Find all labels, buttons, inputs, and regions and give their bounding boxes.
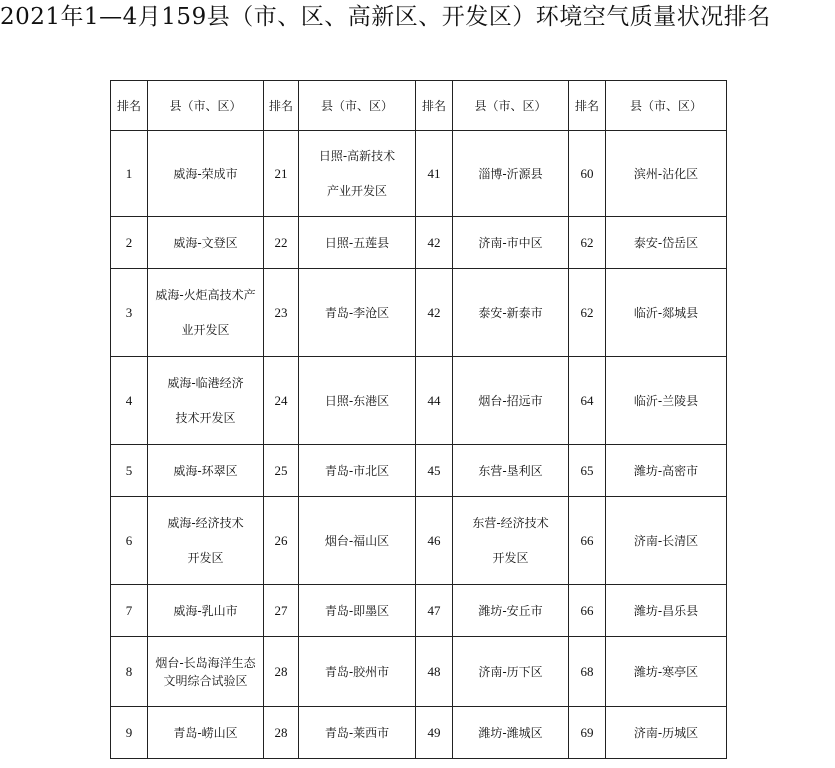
rank-cell: 66 — [569, 497, 606, 585]
header-county: 县（市、区） — [299, 81, 416, 131]
rank-cell: 42 — [416, 217, 453, 269]
county-cell — [299, 131, 416, 217]
county-cell: 烟台-福山区 — [299, 497, 416, 585]
rank-cell: 3 — [111, 269, 148, 357]
table-row — [111, 707, 727, 759]
rank-cell: 28 — [264, 707, 299, 759]
rank-cell: 69 — [569, 707, 606, 759]
table-body — [111, 131, 727, 759]
table-row — [111, 217, 727, 269]
rank-cell: 8 — [111, 637, 148, 707]
table-row — [111, 131, 727, 217]
rank-cell: 28 — [264, 637, 299, 707]
county-cell: 日照-东港区 — [299, 357, 416, 445]
rank-cell: 7 — [111, 585, 148, 637]
county-cell: 威海-文登区 — [148, 217, 264, 269]
header-county: 县（市、区） — [148, 81, 264, 131]
rank-cell: 62 — [569, 217, 606, 269]
county-name: 威海-临港经济 技术开发区 — [167, 375, 244, 425]
rank-cell: 4 — [111, 357, 148, 445]
rank-cell: 48 — [416, 637, 453, 707]
county-cell: 东营-垦利区 — [453, 445, 569, 497]
header-county: 县（市、区） — [606, 81, 727, 131]
rank-cell: 26 — [264, 497, 299, 585]
county-name: 烟台-长岛海洋生态 文明综合试验区 — [155, 655, 256, 688]
header-rank: 排名 — [416, 81, 453, 131]
table-row — [111, 445, 727, 497]
rank-cell: 62 — [569, 269, 606, 357]
rank-cell: 49 — [416, 707, 453, 759]
rank-cell: 46 — [416, 497, 453, 585]
county-cell: 日照-五莲县 — [299, 217, 416, 269]
county-cell: 威海-荣成市 — [148, 131, 264, 217]
page-title: 2021年1—4月159县（市、区、高新区、开发区）环境空气质量状况排名 — [0, 4, 771, 30]
rank-cell: 68 — [569, 637, 606, 707]
rank-cell: 47 — [416, 585, 453, 637]
county-cell: 淄博-沂源县 — [453, 131, 569, 217]
rank-cell: 22 — [264, 217, 299, 269]
county-cell: 青岛-市北区 — [299, 445, 416, 497]
rank-cell: 24 — [264, 357, 299, 445]
county-cell: 济南-历下区 — [453, 637, 569, 707]
county-cell: 青岛-莱西市 — [299, 707, 416, 759]
header-rank: 排名 — [569, 81, 606, 131]
county-name: 威海-火炬高技术产 业开发区 — [155, 287, 256, 337]
rank-cell: 5 — [111, 445, 148, 497]
rank-cell: 66 — [569, 585, 606, 637]
table-row — [111, 585, 727, 637]
table-row — [111, 357, 727, 445]
county-cell — [148, 637, 264, 707]
rank-cell: 2 — [111, 217, 148, 269]
county-cell: 泰安-岱岳区 — [606, 217, 727, 269]
rank-cell: 64 — [569, 357, 606, 445]
county-cell: 威海-环翠区 — [148, 445, 264, 497]
rank-cell: 6 — [111, 497, 148, 585]
county-cell: 济南-市中区 — [453, 217, 569, 269]
ranking-table — [110, 80, 727, 759]
county-cell — [148, 357, 264, 445]
rank-cell: 41 — [416, 131, 453, 217]
rank-cell: 23 — [264, 269, 299, 357]
county-cell: 烟台-招远市 — [453, 357, 569, 445]
county-cell — [148, 269, 264, 357]
county-cell: 潍坊-安丘市 — [453, 585, 569, 637]
county-name: 威海-经济技术 开发区 — [167, 515, 244, 565]
county-cell: 临沂-兰陵县 — [606, 357, 727, 445]
header-county: 县（市、区） — [453, 81, 569, 131]
rank-cell: 9 — [111, 707, 148, 759]
county-cell — [148, 497, 264, 585]
county-cell: 青岛-即墨区 — [299, 585, 416, 637]
county-cell: 威海-乳山市 — [148, 585, 264, 637]
rank-cell: 21 — [264, 131, 299, 217]
county-cell: 潍坊-高密市 — [606, 445, 727, 497]
county-cell: 潍坊-潍城区 — [453, 707, 569, 759]
rank-cell: 1 — [111, 131, 148, 217]
county-cell: 临沂-郯城县 — [606, 269, 727, 357]
county-cell: 潍坊-寒亭区 — [606, 637, 727, 707]
county-cell: 滨州-沾化区 — [606, 131, 727, 217]
rank-cell: 45 — [416, 445, 453, 497]
table-row — [111, 269, 727, 357]
county-name: 东营-经济技术 开发区 — [472, 515, 549, 565]
county-cell: 济南-历城区 — [606, 707, 727, 759]
rank-cell: 42 — [416, 269, 453, 357]
table-row — [111, 637, 727, 707]
rank-cell: 65 — [569, 445, 606, 497]
county-name: 日照-高新技术 产业开发区 — [318, 148, 396, 198]
county-cell: 潍坊-昌乐县 — [606, 585, 727, 637]
rank-cell: 25 — [264, 445, 299, 497]
table-header-row — [111, 81, 727, 131]
rank-cell: 60 — [569, 131, 606, 217]
county-cell: 青岛-胶州市 — [299, 637, 416, 707]
county-cell: 泰安-新泰市 — [453, 269, 569, 357]
rank-cell: 44 — [416, 357, 453, 445]
county-cell: 青岛-李沧区 — [299, 269, 416, 357]
county-cell: 青岛-崂山区 — [148, 707, 264, 759]
county-cell: 济南-长清区 — [606, 497, 727, 585]
header-rank: 排名 — [264, 81, 299, 131]
county-cell — [453, 497, 569, 585]
table-row — [111, 497, 727, 585]
header-rank: 排名 — [111, 81, 148, 131]
rank-cell: 27 — [264, 585, 299, 637]
